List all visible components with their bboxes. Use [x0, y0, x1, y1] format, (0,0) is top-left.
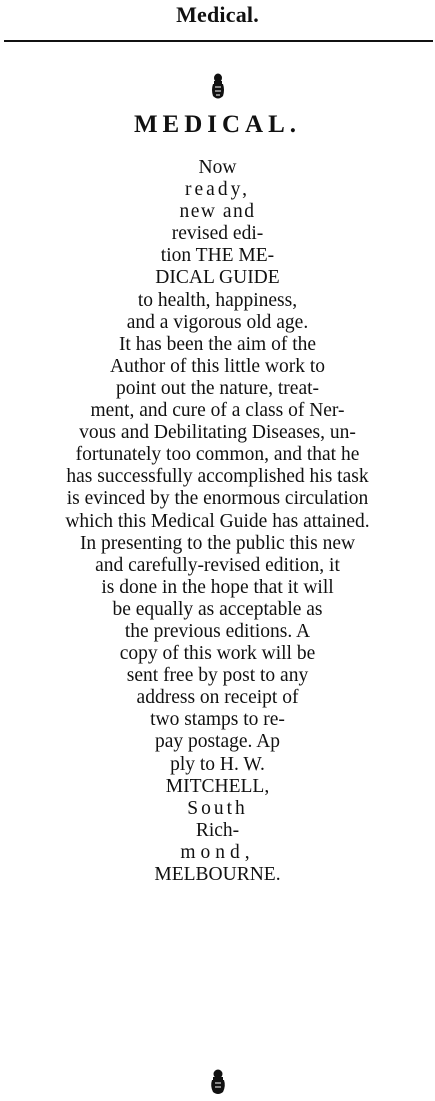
- ad-line: copy of this work will be: [119, 643, 316, 665]
- ad-line: the previous editions. A: [124, 620, 311, 642]
- ad-line: Author of this little work to: [109, 355, 326, 377]
- ad-line: which this Medical Guide has attained.: [65, 510, 370, 532]
- ad-line: Now: [198, 157, 237, 178]
- ad-line: ply to H. W.: [170, 753, 265, 775]
- ad-line: has successfully accomplished his task: [66, 466, 369, 488]
- ad-line: vous and Debilitating Diseases, un-: [79, 422, 356, 444]
- ad-line: to health, happiness,: [137, 289, 298, 311]
- ad-line: ready,: [185, 179, 250, 201]
- ad-line: pay postage. Ap: [154, 731, 281, 753]
- hand-ornament-icon: [0, 72, 435, 107]
- ad-line: In presenting to the public this new: [79, 532, 356, 554]
- hand-ornament-icon: [0, 1068, 435, 1101]
- ad-line: ment, and cure of a class of Ner-: [90, 400, 345, 422]
- ad-line: two stamps to re-: [150, 709, 285, 731]
- advertisement-body: [0, 157, 435, 886]
- ad-line: revised edi-: [171, 223, 264, 245]
- ad-line: and carefully-revised edition, it: [95, 554, 340, 576]
- ad-line: South: [187, 797, 248, 819]
- advertisement-title: MEDICAL.: [133, 111, 302, 138]
- ad-line: is evinced by the enormous circulation: [66, 488, 369, 510]
- ad-line: It has been the aim of the: [118, 333, 317, 355]
- header-rule: [4, 40, 433, 42]
- ad-line: address on receipt of: [136, 687, 299, 709]
- section-header: Medical.: [176, 2, 259, 27]
- ad-line: MITCHELL,: [165, 775, 270, 797]
- ad-line: new and: [179, 201, 256, 223]
- ad-line: Rich-: [195, 819, 240, 841]
- ad-line: mond,: [180, 841, 255, 863]
- ad-line: sent free by post to any: [126, 665, 309, 687]
- ad-line: be equally as acceptable as: [112, 598, 323, 620]
- ad-line: MELBOURNE.: [154, 864, 281, 885]
- ad-line: is done in the hope that it will: [101, 576, 334, 598]
- ad-line: fortunately too common, and that he: [75, 444, 360, 466]
- ad-line: and a vigorous old age.: [126, 311, 309, 333]
- ad-line: DICAL GUIDE: [155, 267, 280, 289]
- ad-line: point out the nature, treat-: [115, 377, 320, 399]
- ad-line: tion THE ME-: [160, 245, 275, 267]
